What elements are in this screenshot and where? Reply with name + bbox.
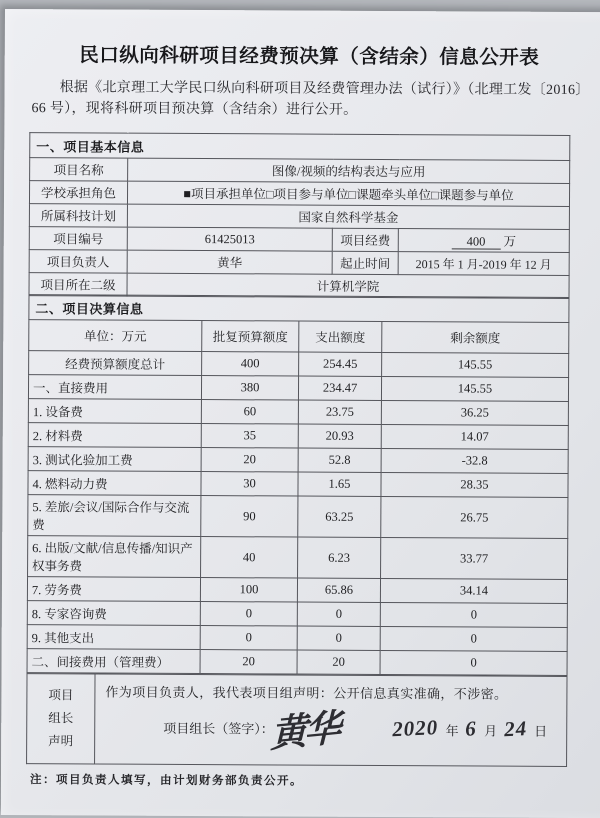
settlement-cell-spent: 23.75 (298, 400, 381, 424)
settlement-cell-spent: 65.86 (297, 578, 380, 602)
department-value: 计算机学院 (127, 273, 569, 298)
settlement-row (27, 649, 567, 676)
form-content (1, 9, 600, 791)
program-value: 国家自然科学基金 (127, 204, 569, 229)
settlement-cell-budget: 40 (201, 537, 298, 579)
signature-row (105, 704, 556, 756)
settlement-cell-remaining: 28.35 (381, 473, 568, 498)
department-label: 项目所在二级 (29, 273, 127, 297)
settlement-row-label: 6. 出版/文献/信息传播/知识产权事务费 (28, 536, 201, 578)
project-no-label: 项目编号 (29, 227, 127, 251)
project-name-row (30, 158, 570, 184)
sign-date (393, 716, 551, 742)
settlement-cell-budget: 20 (200, 650, 297, 675)
settlement-cell-remaining: 26.75 (381, 497, 568, 539)
settlement-cell-remaining: 14.07 (381, 425, 568, 450)
settlement-cell-spent: 0 (297, 626, 380, 650)
section-2-title: 二、项目决算信息 (29, 295, 569, 323)
sign-date-month: 6 (465, 716, 478, 742)
sign-label: 项目组长（签字）： (163, 721, 274, 737)
school-role-value: ■项目承担单位□项目参与单位□课题牵头单位□课题参与单位 (127, 181, 569, 206)
program-row (29, 204, 569, 230)
settlement-row-label: 1. 设备费 (28, 399, 201, 424)
settlement-cell-remaining: 0 (380, 603, 567, 628)
settlement-table (27, 295, 570, 677)
settlement-row (28, 495, 568, 539)
footer-note: 注：项目负责人填写，由计划财务部负责公开。 (29, 774, 303, 788)
column-header-budget: 批复预算额度 (202, 321, 299, 353)
declaration-row (27, 674, 567, 767)
duration-value: 2015 年 1 月-2019 年 12 月 (398, 252, 569, 276)
settlement-row-label: 3. 测试化验加工费 (28, 447, 201, 472)
sign-date-year: 2020 (392, 715, 440, 742)
column-header-unit: 单位：万元 (29, 320, 202, 352)
settlement-cell-budget: 0 (200, 626, 297, 651)
sign-date-day: 24 (503, 716, 528, 742)
declaration-table (26, 674, 567, 768)
column-header-remaining: 剩余额度 (382, 322, 569, 354)
settlement-cell-remaining: 0 (380, 651, 567, 676)
settlement-cell-spent: 0 (297, 602, 380, 626)
settlement-row (27, 601, 567, 628)
settlement-cell-spent: 52.8 (298, 448, 381, 472)
signature-handwriting: 黄华 (269, 704, 338, 756)
settlement-cell-spent: 20 (297, 650, 380, 674)
declaration-content-cell (95, 674, 567, 766)
school-role-row (29, 181, 569, 207)
settlement-row (28, 375, 568, 402)
school-role-label: 学校承担角色 (29, 181, 127, 205)
settlement-cell-budget: 90 (201, 496, 298, 538)
section-2-header-row (29, 295, 569, 323)
pi-label: 项目负责人 (29, 250, 127, 274)
settlement-row (28, 447, 568, 474)
settlement-cell-spent: 1.65 (298, 472, 381, 496)
program-label: 所属科技计划 (29, 204, 127, 228)
settlement-row (27, 577, 567, 604)
settlement-row (28, 423, 568, 450)
section-1-title: 一、项目基本信息 (30, 133, 570, 161)
settlement-cell-remaining: 0 (380, 627, 567, 652)
settlement-row (28, 399, 568, 426)
settlement-cell-spent: 234.47 (298, 376, 381, 400)
settlement-row-label: 2. 材料费 (28, 423, 201, 448)
pi-value: 黄华 (127, 250, 332, 274)
sign-date-day-suffix: 日 (534, 724, 548, 740)
settlement-cell-budget: 60 (201, 400, 298, 425)
settlement-row-label: 8. 专家咨询费 (27, 601, 200, 626)
settlement-cell-remaining: 145.55 (381, 377, 568, 402)
page-title: 民口纵向科研项目经费预决算（含结余）信息公开表 (79, 45, 540, 69)
settlement-cell-remaining: 34.14 (380, 579, 567, 604)
settlement-cell-spent: 254.45 (299, 352, 382, 376)
settlement-row-label: 5. 差旅/会议/国际合作与交流费 (28, 495, 201, 537)
settlement-row (28, 471, 568, 498)
settlement-cell-remaining: 145.55 (382, 353, 569, 378)
basic-info-table (28, 132, 570, 299)
settlement-cell-budget: 20 (201, 448, 298, 473)
settlement-row (28, 536, 568, 580)
settlement-cell-remaining: 36.25 (381, 401, 568, 426)
funding-value (398, 229, 569, 253)
settlement-row (27, 625, 567, 652)
settlement-row-label: 经费预算额度总计 (29, 351, 202, 376)
project-no-value: 61425013 (127, 227, 332, 251)
settlement-row-label: 二、间接费用（管理费） (27, 649, 200, 674)
settlement-cell-remaining: 33.77 (381, 538, 568, 580)
settlement-cell-budget: 380 (201, 376, 298, 401)
project-no-row (29, 227, 569, 253)
settlement-row-label: 4. 燃料动力费 (28, 471, 201, 496)
scanned-paper-sheet (1, 9, 600, 818)
settlement-cell-spent: 6.23 (298, 537, 381, 578)
sign-date-year-suffix: 年 (445, 723, 459, 739)
settlement-cell-budget: 0 (200, 602, 297, 627)
declaration-label-cell (27, 674, 95, 764)
intro-paragraph: 根据《北京理工大学民口纵向科研项目及经费管理办法（试行）》（北理工发〔2016〕66 号），现将科研项目预决算（含结余）进行公开。 (31, 80, 583, 118)
declaration-label: 项目组长声明 (48, 688, 74, 749)
settlement-cell-budget: 35 (201, 424, 298, 449)
project-name-value: 图像/视频的结构表达与应用 (128, 158, 570, 183)
settlement-row-label: 9. 其他支出 (27, 625, 200, 650)
duration-label: 起止时间 (332, 251, 398, 274)
funding-unit: 万 (503, 234, 517, 249)
settlement-column-header-row (29, 320, 569, 354)
section-1-header-row (30, 133, 570, 161)
settlement-cell-budget: 30 (201, 472, 298, 497)
pi-row (29, 250, 569, 276)
settlement-cell-remaining: -32.8 (381, 449, 568, 474)
settlement-row (29, 351, 569, 378)
settlement-row-label: 一、直接费用 (28, 375, 201, 400)
funding-label: 项目经费 (332, 228, 398, 251)
sign-date-month-suffix: 月 (484, 723, 498, 739)
column-header-spent: 支出额度 (299, 321, 382, 352)
settlement-row-label: 7. 劳务费 (27, 577, 200, 602)
funding-amount: 400 (452, 234, 501, 249)
settlement-cell-budget: 400 (202, 352, 299, 377)
settlement-cell-budget: 100 (200, 578, 297, 603)
project-name-label: 项目名称 (30, 158, 128, 182)
declaration-statement: 作为项目负责人，我代表项目组声明：公开信息真实准确，不涉密。 (105, 684, 508, 703)
settlement-cell-spent: 20.93 (298, 424, 381, 448)
settlement-cell-spent: 63.25 (298, 496, 381, 537)
